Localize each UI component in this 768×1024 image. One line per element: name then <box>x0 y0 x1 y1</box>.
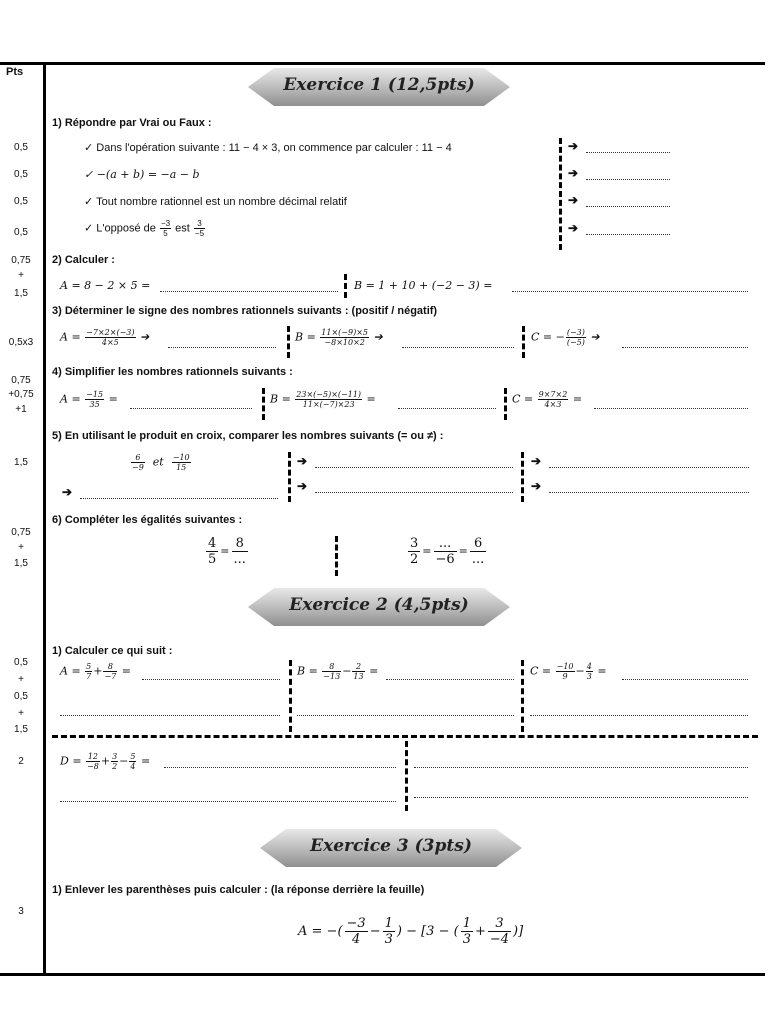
dashed-separator <box>287 326 290 358</box>
answer-field[interactable] <box>622 678 748 680</box>
points-value: 0,5 <box>14 657 28 668</box>
points-value: 1,5 <box>14 457 28 468</box>
ex1-q6-equality-2: $\frac{3}{2}$ = ... −6 = 6 ... <box>410 536 485 567</box>
points-value: + <box>18 270 24 281</box>
arrow-icon: ➔ <box>568 139 579 153</box>
points-value: 0,5x3 <box>8 337 34 348</box>
answer-field[interactable] <box>622 346 748 348</box>
answer-field[interactable] <box>80 497 278 499</box>
answer-field[interactable] <box>586 151 670 153</box>
answer-field[interactable] <box>549 491 749 493</box>
arrow-icon: ➔ <box>531 454 542 468</box>
dashed-separator <box>521 660 524 732</box>
ex1-q4-b: B = $\frac{23\times(-5)\times(-11)}{11\times(-7)\times 23}$ = <box>270 390 376 409</box>
ex3-expression: A = −( $\frac{-3}{4}$ − $\frac{1}{3}$ ) − [3 − ( $\frac{1}{3}$ + $\frac{3}{-4}$ )] <box>298 916 524 947</box>
arrow-icon: ➔ <box>62 485 73 499</box>
points-value: 0,5 <box>14 691 28 702</box>
answer-field[interactable] <box>386 678 514 680</box>
ex3-q1-heading: 1) Enlever les parenthèses puis calculer : (la réponse derrière la feuille) <box>52 884 425 896</box>
points-value: +0,75 <box>8 389 34 400</box>
check-icon: ✓ <box>84 142 94 154</box>
ex1-q1-item-4: ✓ L'opposé de $\frac{-3}{5}$ est $\frac{3}{-5}$ <box>84 219 205 238</box>
points-value: 0,75 <box>11 527 31 538</box>
ex1-q2-a: A = 8 − 2 × 5 = <box>60 279 151 292</box>
ex2-q1-heading: 1) Calculer ce qui suit : <box>52 645 173 657</box>
ex1-q5-heading: 5) En utilisant le produit en croix, comparer les nombres suivants (= ou ≠) : <box>52 430 444 442</box>
arrow-icon: ➔ <box>568 193 579 207</box>
check-icon: ✓ <box>84 222 94 235</box>
exercise-1-banner <box>248 66 510 108</box>
ex1-q4-a: A = $\frac{-15}{35}$ = <box>60 390 118 409</box>
arrow-icon: ➔ <box>373 330 383 344</box>
ex1-q6-equality-1: $\frac{4}{5}$ = 8 ... <box>208 536 246 567</box>
dashed-separator <box>405 741 408 811</box>
exercise-2-title: Exercice 2 (4,5pts) <box>289 595 469 615</box>
answer-field[interactable] <box>160 290 338 292</box>
answer-field[interactable] <box>164 766 396 768</box>
arrow-icon: ➔ <box>297 454 308 468</box>
ex1-q3-b: B = $\frac{11\times(-9)\times 5}{-8\times 10\times 2}$ ➔ <box>295 328 383 347</box>
answer-field[interactable] <box>297 714 514 716</box>
arrow-icon: ➔ <box>568 221 579 235</box>
points-value: 1,5 <box>14 558 28 569</box>
points-value: 0,5 <box>14 227 28 238</box>
ex2-expression-d: D = $\frac{12}{-8}$ + $\frac{3}{2}$ − $\frac{5}{4}$ = <box>60 752 151 771</box>
check-icon: ✓ <box>84 196 94 208</box>
answer-field[interactable] <box>549 466 749 468</box>
answer-field[interactable] <box>398 407 496 409</box>
ex1-q1-item-2: ✓ −(a + b) = −a − b <box>84 168 200 181</box>
answer-field[interactable] <box>60 714 280 716</box>
ex1-q5-fractions: $\frac{6}{-9}$ et $\frac{-10}{15}$ <box>132 453 190 472</box>
answer-field[interactable] <box>315 466 513 468</box>
answer-field[interactable] <box>168 346 276 348</box>
exercise-3-banner <box>260 827 522 869</box>
dashed-separator <box>522 326 525 358</box>
answer-field[interactable] <box>142 678 280 680</box>
ex1-q1-item-3: ✓ Tout nombre rationnel est un nombre décimal relatif <box>84 196 347 208</box>
arrow-icon: ➔ <box>531 479 542 493</box>
dashed-separator <box>559 138 562 250</box>
arrow-icon: ➔ <box>568 166 579 180</box>
exercise-2-banner <box>248 586 510 628</box>
dashed-separator <box>504 388 507 420</box>
arrow-icon: ➔ <box>297 479 308 493</box>
points-value: 0,5 <box>14 196 28 207</box>
ex1-q6-heading: 6) Compléter les égalités suivantes : <box>52 514 243 526</box>
exercise-1-title: Exercice 1 (12,5pts) <box>283 75 475 95</box>
points-column-divider <box>43 62 46 973</box>
dashed-separator <box>335 536 338 576</box>
ex1-q4-heading: 4) Simplifier les nombres rationnels suivants : <box>52 366 293 378</box>
answer-field[interactable] <box>586 178 670 180</box>
answer-field[interactable] <box>512 290 748 292</box>
ex1-q4-c: C = $\frac{9\times 7\times 2}{4\times 3}$ = <box>512 390 583 409</box>
ex1-q2-b: B = 1 + 10 + (−2 − 3) = <box>354 279 493 292</box>
points-value: + <box>18 542 24 553</box>
ex1-q3-c: C = − $\frac{(-3)}{(-5)}$ ➔ <box>531 328 600 347</box>
dashed-separator <box>262 388 265 420</box>
points-value: 0,75 <box>11 375 31 386</box>
points-header: Pts <box>6 66 24 78</box>
points-value: + <box>18 674 24 685</box>
ex1-q2-heading: 2) Calculer : <box>52 254 115 266</box>
check-icon: ✓ <box>84 168 94 181</box>
answer-field[interactable] <box>530 714 748 716</box>
ex2-expression-b: B = $\frac{8}{-13}$ − $\frac{2}{13}$ = <box>297 662 379 681</box>
answer-field[interactable] <box>130 407 252 409</box>
answer-field[interactable] <box>586 205 670 207</box>
arrow-icon: ➔ <box>590 330 600 344</box>
points-value: 1,5 <box>14 724 28 735</box>
points-value: 0,5 <box>14 142 28 153</box>
points-value: 1,5 <box>14 288 28 299</box>
points-value: 3 <box>18 906 24 917</box>
ex1-q1-item-1: ✓ Dans l'opération suivante : 11 − 4 × 3, on commence par calculer : 11 − 4 <box>84 142 452 154</box>
points-value: 2 <box>18 756 24 767</box>
dashed-separator <box>289 660 292 732</box>
dashed-separator <box>52 735 758 738</box>
points-value: + <box>18 708 24 719</box>
answer-field[interactable] <box>414 766 748 768</box>
ex1-q3-heading: 3) Déterminer le signe des nombres rationnels suivants : (positif / négatif) <box>52 305 438 317</box>
answer-field[interactable] <box>594 407 748 409</box>
points-value: +1 <box>15 404 27 415</box>
points-value: 0,75 <box>11 255 31 266</box>
ex1-q1-heading: 1) Répondre par Vrai ou Faux : <box>52 117 212 129</box>
answer-field[interactable] <box>414 796 748 798</box>
dashed-separator <box>288 452 291 502</box>
exercise-3-title: Exercice 3 (3pts) <box>310 836 472 856</box>
ex2-expression-a: A = $\frac{5}{7}$ + $\frac{8}{-7}$ = <box>60 662 131 681</box>
ex1-q3-a: A = $\frac{-7\times 2\times(-3)}{4\times 5}$ ➔ <box>60 328 150 347</box>
answer-field[interactable] <box>402 346 514 348</box>
ex2-expression-c: C = $\frac{-10}{9}$ − $\frac{4}{3}$ = <box>530 662 607 681</box>
answer-field[interactable] <box>60 800 396 802</box>
arrow-icon: ➔ <box>140 330 150 344</box>
points-value: 0,5 <box>14 169 28 180</box>
answer-field[interactable] <box>315 491 513 493</box>
answer-field[interactable] <box>586 233 670 235</box>
dashed-separator <box>521 452 524 502</box>
dashed-separator <box>344 274 347 298</box>
